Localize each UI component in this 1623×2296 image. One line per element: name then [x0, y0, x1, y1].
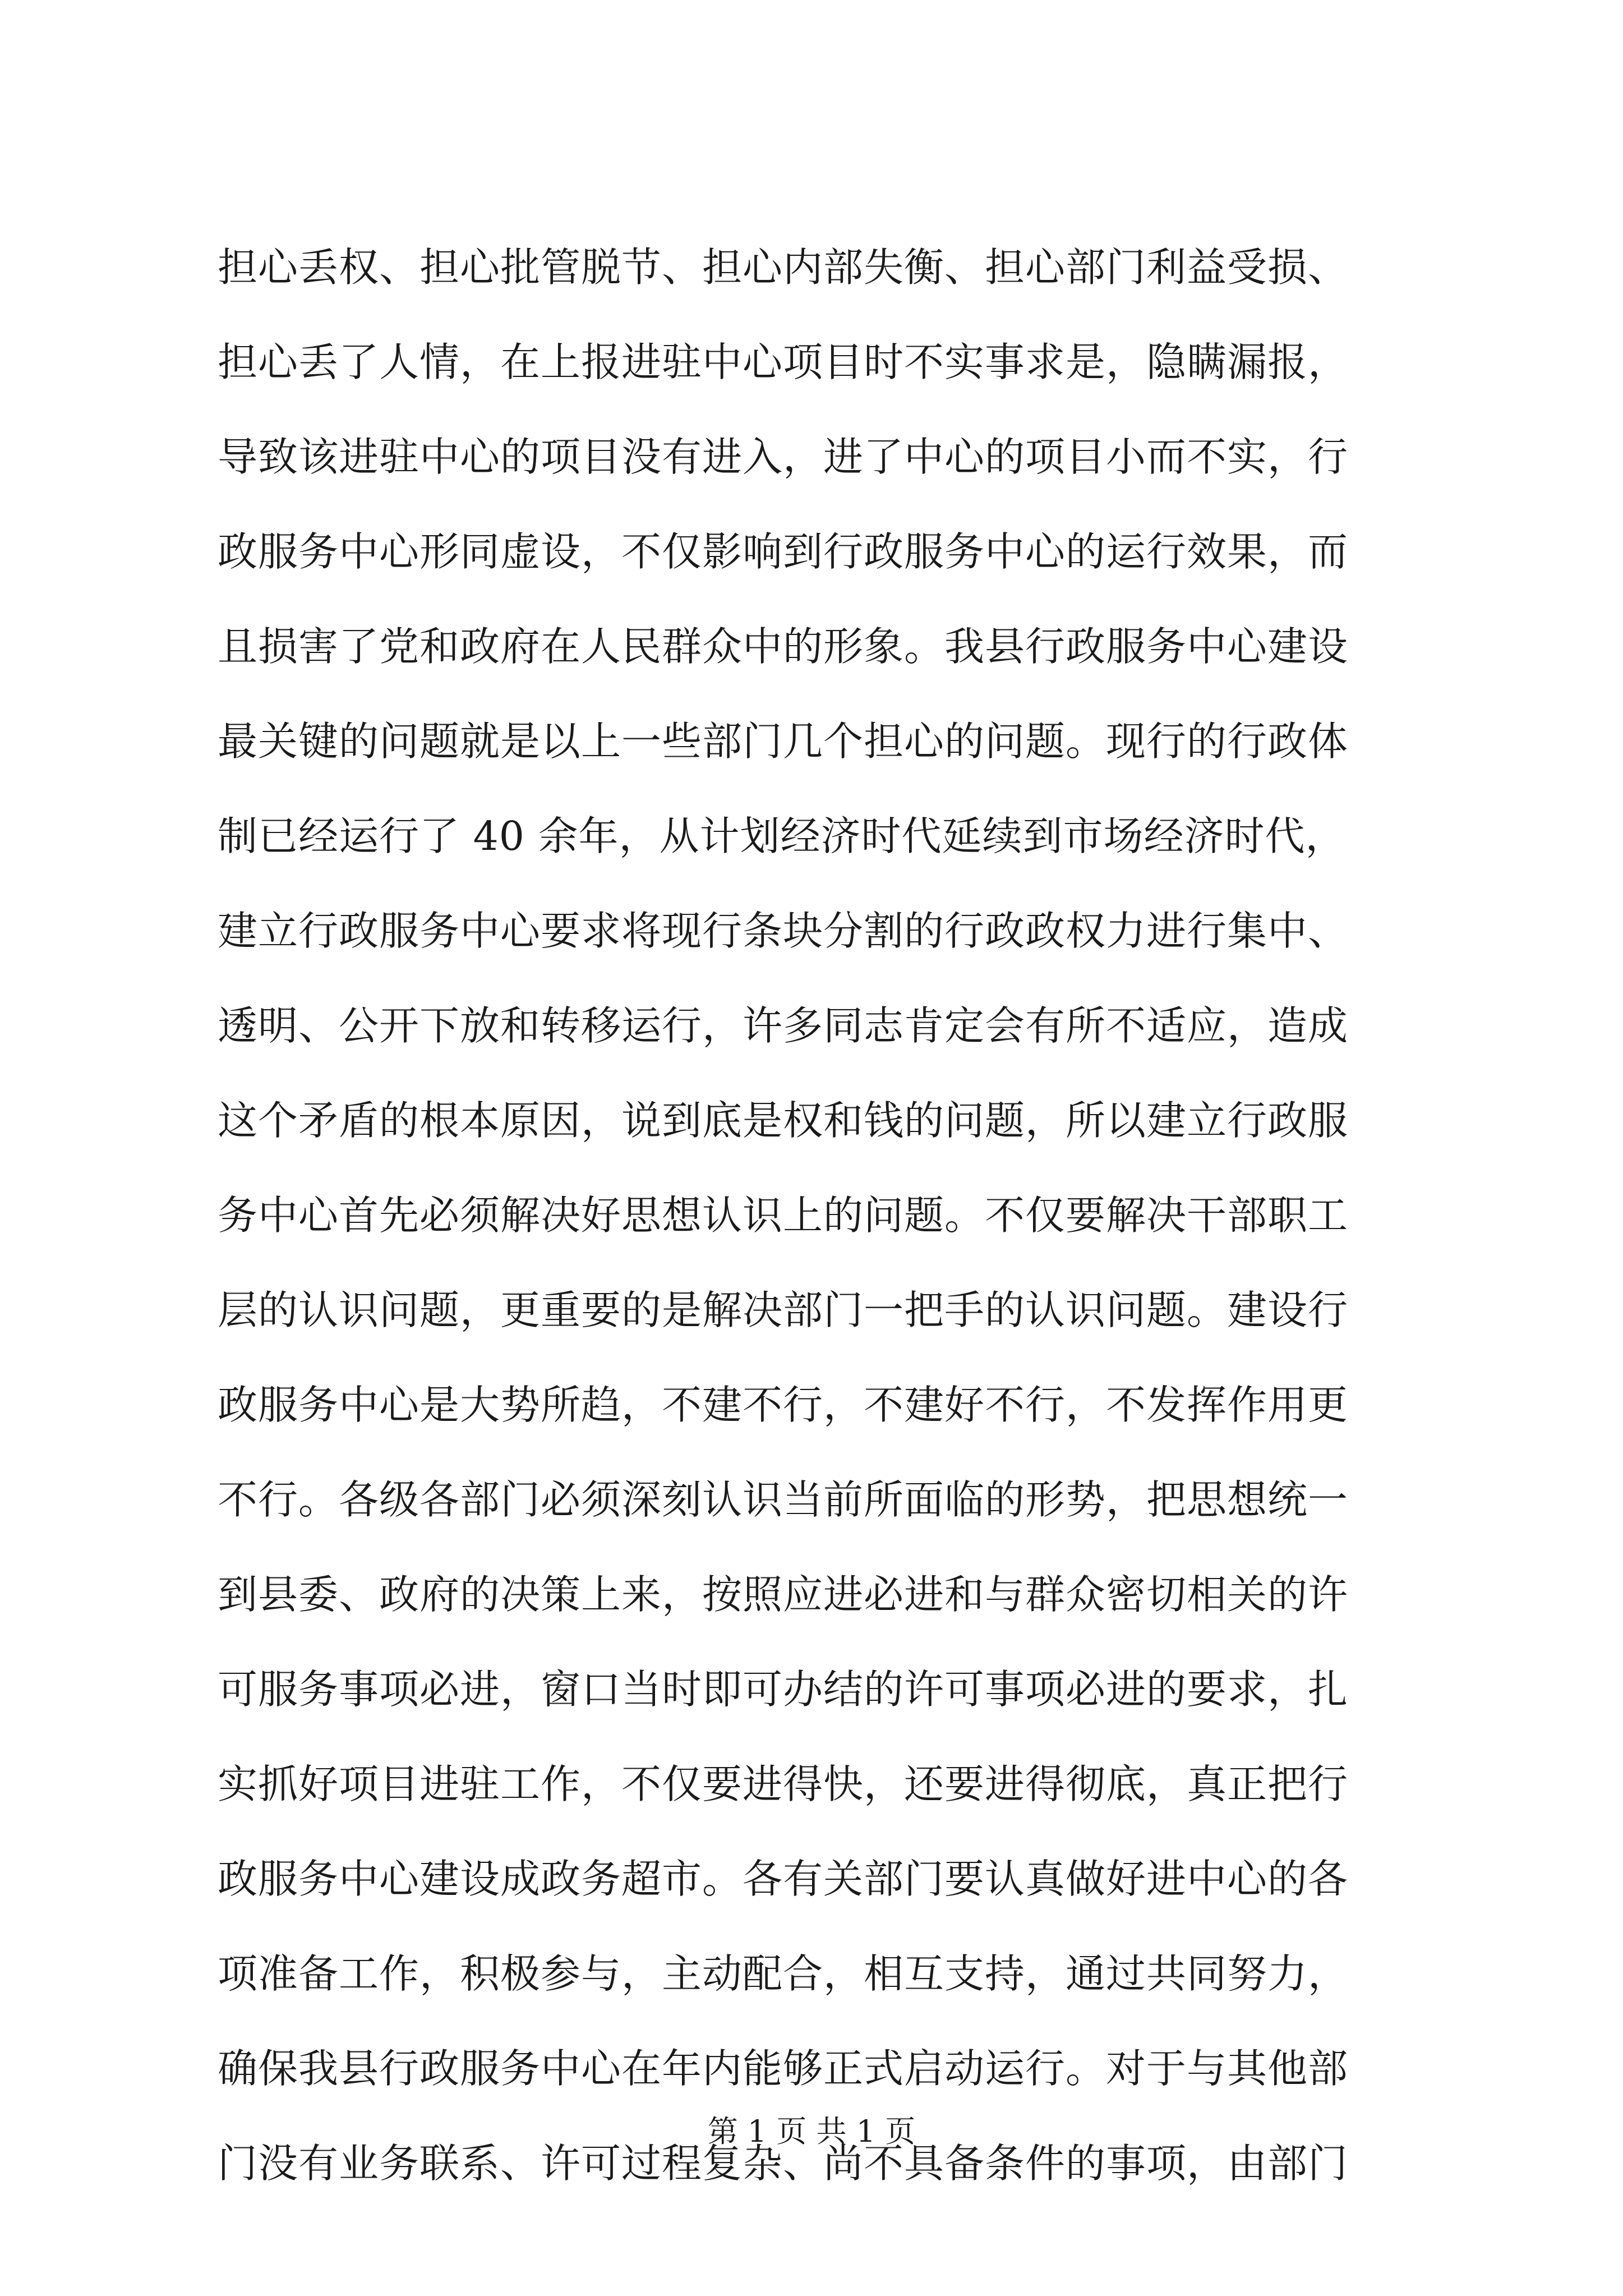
text-line: 担心丢了人情，在上报进驻中心项目时不实事求是，隐瞒漏报，: [218, 339, 1349, 385]
text-line: 不行。各级各部门必须深刻认识当前所面临的形势，把思想统一: [218, 1476, 1349, 1523]
text-line: 确保我县行政服务中心在年内能够正式启动运行。对于与其他部: [218, 2045, 1349, 2092]
text-line: 到县委、政府的决策上来，按照应进必进和与群众密切相关的许: [218, 1571, 1349, 1618]
text-line: 可服务事项必进，窗口当时即可办结的许可事项必进的要求，扎: [218, 1666, 1349, 1713]
body-text: [218, 220, 1429, 2211]
text-line: 项准备工作，积极参与，主动配合，相互支持，通过共同努力，: [218, 1950, 1349, 1997]
text-line: 导致该进驻中心的项目没有进入，进了中心的项目小而不实，行: [218, 434, 1349, 480]
text-line: 政服务中心是大势所趋，不建不行，不建好不行，不发挥作用更: [218, 1382, 1349, 1428]
text-line: 政服务中心形同虚设，不仅影响到行政服务中心的运行效果，而: [218, 528, 1349, 575]
text-line: 制已经运行了 40 余年，从计划经济时代延续到市场经济时代，: [218, 813, 1346, 859]
text-line: 透明、公开下放和转移运行，许多同志肯定会有所不适应，造成: [218, 1002, 1349, 1049]
text-line: 最关键的问题就是以上一些部门几个担心的问题。现行的行政体: [218, 718, 1349, 765]
text-line: 实抓好项目进驻工作，不仅要进得快，还要进得彻底，真正把行: [218, 1761, 1349, 1807]
text-line: 且损害了党和政府在人民群众中的形象。我县行政服务中心建设: [218, 623, 1349, 670]
text-line: 这个矛盾的根本原因，说到底是权和钱的问题，所以建立行政服: [218, 1097, 1349, 1144]
text-line: 门没有业务联系、许可过程复杂、尚不具备条件的事项，由部门: [218, 2140, 1349, 2187]
text-line: 建立行政服务中心要求将现行条块分割的行政政权力进行集中、: [218, 908, 1349, 954]
text-line: 担心丢权、担心批管脱节、担心内部失衡、担心部门利益受损、: [218, 244, 1349, 291]
page-number-label: 第 1 页 共 1 页: [707, 2114, 916, 2149]
page-footer: [0, 2109, 1623, 2154]
text-line: 层的认识问题，更重要的是解决部门一把手的认识问题。建设行: [218, 1287, 1349, 1333]
text-line: 务中心首先必须解决好思想认识上的问题。不仅要解决干部职工: [218, 1192, 1349, 1239]
text-line: 政服务中心建设成政务超市。各有关部门要认真做好进中心的各: [218, 1856, 1349, 1902]
